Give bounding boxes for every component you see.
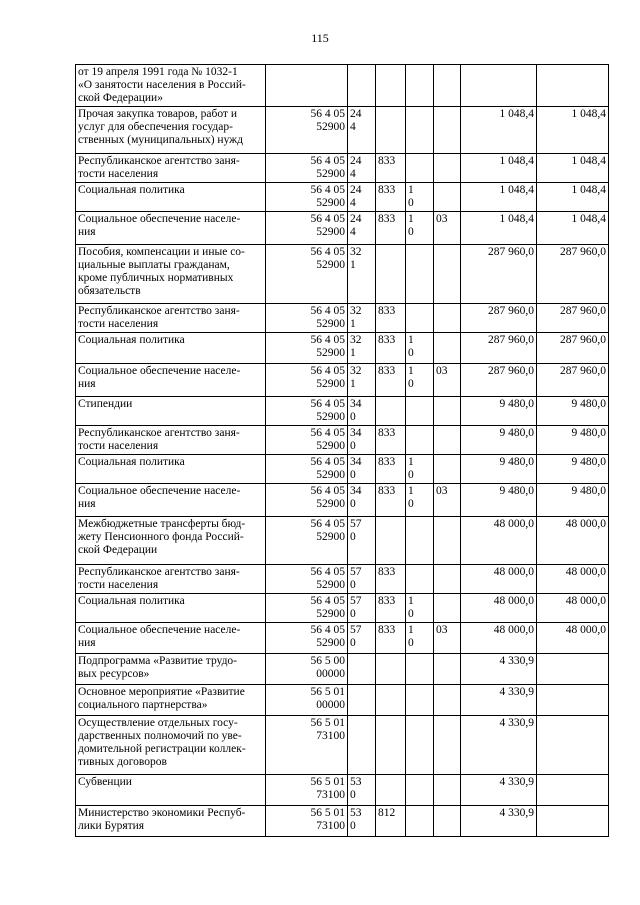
cell-sum1: 48 000,0 [461,565,537,594]
cell-kvr: 32 1 [348,364,376,397]
cell-code: 56 4 05 52900 [266,397,348,426]
table-row [76,455,609,484]
cell-rz [406,654,434,685]
cell-ved: 833 [376,183,406,212]
table-row [76,107,609,154]
cell-rz [406,716,434,775]
cell-rz: 1 0 [406,333,434,364]
cell-kvr [348,65,376,107]
cell-pr [434,654,461,685]
table-row [76,565,609,594]
page-number: 115 [311,31,329,45]
table-row [76,333,609,364]
cell-sum1 [461,65,537,107]
cell-pr [434,304,461,333]
cell-ved [376,775,406,806]
cell-name: Межбюджетные трансферты бюд- жету Пенсионного фонда Россий- ской Федерации [76,517,266,565]
cell-sum1: 4 330,9 [461,716,537,775]
cell-ved [376,65,406,107]
table-row [76,212,609,245]
cell-code: 56 4 05 52900 [266,154,348,183]
cell-rz [406,806,434,837]
cell-ved [376,685,406,716]
cell-name: Социальная политика [76,183,266,212]
cell-sum2: 1 048,4 [537,183,609,212]
cell-rz [406,775,434,806]
cell-kvr: 24 4 [348,212,376,245]
cell-pr [434,333,461,364]
cell-name: Пособия, компенсации и иные со- циальные выплаты гражданам, кроме публичных нормативных обязательств [76,245,266,304]
cell-code: 56 4 05 52900 [266,212,348,245]
table-row [76,775,609,806]
cell-sum1: 1 048,4 [461,183,537,212]
cell-sum1: 4 330,9 [461,654,537,685]
cell-sum1: 1 048,4 [461,107,537,154]
cell-code: 56 4 05 52900 [266,594,348,623]
cell-pr [434,685,461,716]
cell-sum2: 9 480,0 [537,426,609,455]
cell-code: 56 5 01 00000 [266,685,348,716]
cell-code: 56 4 05 52900 [266,565,348,594]
cell-ved: 833 [376,212,406,245]
cell-pr [434,183,461,212]
cell-sum2: 9 480,0 [537,397,609,426]
cell-code: 56 4 05 52900 [266,333,348,364]
cell-sum2: 287 960,0 [537,333,609,364]
cell-name: Республиканское агентство заня- тости населения [76,304,266,333]
cell-kvr: 57 0 [348,565,376,594]
cell-sum1: 9 480,0 [461,484,537,517]
cell-name: Социальное обеспечение населе- ния [76,212,266,245]
cell-ved [376,397,406,426]
table-row [76,594,609,623]
table-row [76,484,609,517]
cell-name: Социальное обеспечение населе- ния [76,623,266,654]
cell-sum2 [537,654,609,685]
cell-rz [406,304,434,333]
cell-code: 56 4 05 52900 [266,364,348,397]
cell-sum1: 48 000,0 [461,517,537,565]
table-row [76,245,609,304]
cell-code: 56 4 05 52900 [266,484,348,517]
cell-sum2 [537,716,609,775]
cell-pr [434,775,461,806]
table-row [76,154,609,183]
cell-sum2 [537,65,609,107]
cell-sum1: 4 330,9 [461,806,537,837]
cell-name: Социальное обеспечение населе- ния [76,484,266,517]
cell-name: Подпрограмма «Развитие трудо- вых ресурсов» [76,654,266,685]
table-row [76,364,609,397]
cell-kvr [348,654,376,685]
cell-pr [434,65,461,107]
cell-sum1: 287 960,0 [461,304,537,333]
cell-sum1: 48 000,0 [461,623,537,654]
cell-pr [434,594,461,623]
table-row [76,65,609,107]
cell-rz [406,245,434,304]
cell-pr [434,426,461,455]
cell-rz: 1 0 [406,364,434,397]
cell-sum2: 48 000,0 [537,565,609,594]
cell-name: Прочая закупка товаров, работ и услуг для обеспечения государ- ственных (муниципальных) нужд [76,107,266,154]
cell-pr [434,517,461,565]
cell-ved [376,654,406,685]
cell-pr [434,806,461,837]
table-row [76,183,609,212]
cell-pr [434,397,461,426]
cell-ved [376,107,406,154]
cell-ved: 833 [376,426,406,455]
cell-kvr: 32 1 [348,333,376,364]
cell-sum2 [537,775,609,806]
cell-pr [434,245,461,304]
cell-pr: 03 [434,364,461,397]
cell-sum1: 9 480,0 [461,426,537,455]
budget-table [75,64,609,837]
cell-ved: 833 [376,594,406,623]
cell-kvr: 57 0 [348,623,376,654]
cell-rz [406,65,434,107]
cell-code: 56 4 05 52900 [266,426,348,455]
cell-sum2 [537,685,609,716]
cell-kvr: 24 4 [348,107,376,154]
cell-kvr: 34 0 [348,426,376,455]
cell-code: 56 5 01 73100 [266,806,348,837]
cell-rz: 1 0 [406,484,434,517]
cell-code: 56 5 01 73100 [266,775,348,806]
cell-kvr: 34 0 [348,455,376,484]
cell-rz [406,426,434,455]
cell-sum1: 4 330,9 [461,775,537,806]
cell-ved [376,245,406,304]
cell-sum2: 1 048,4 [537,212,609,245]
cell-kvr: 32 1 [348,245,376,304]
cell-rz: 1 0 [406,623,434,654]
cell-sum2: 287 960,0 [537,364,609,397]
cell-kvr: 57 0 [348,517,376,565]
cell-rz [406,107,434,154]
cell-rz [406,565,434,594]
cell-rz: 1 0 [406,212,434,245]
cell-code: 56 4 05 52900 [266,455,348,484]
cell-ved: 833 [376,623,406,654]
cell-kvr: 32 1 [348,304,376,333]
cell-name: Республиканское агентство заня- тости населения [76,565,266,594]
cell-sum2: 287 960,0 [537,245,609,304]
cell-ved: 833 [376,154,406,183]
cell-sum2: 48 000,0 [537,623,609,654]
cell-name: Республиканское агентство заня- тости населения [76,426,266,455]
cell-kvr: 34 0 [348,397,376,426]
cell-code: 56 4 05 52900 [266,107,348,154]
cell-sum1: 287 960,0 [461,333,537,364]
cell-pr [434,455,461,484]
cell-sum2: 9 480,0 [537,455,609,484]
table-row [76,304,609,333]
cell-code: 56 4 05 52900 [266,304,348,333]
cell-rz: 1 0 [406,455,434,484]
table-row [76,397,609,426]
cell-ved: 812 [376,806,406,837]
cell-name: Республиканское агентство заня- тости населения [76,154,266,183]
cell-sum2: 48 000,0 [537,517,609,565]
cell-name: от 19 апреля 1991 года № 1032-1 «О занятости населения в Россий- ской Федерации» [76,65,266,107]
cell-sum1: 9 480,0 [461,455,537,484]
cell-ved: 833 [376,565,406,594]
cell-sum1: 9 480,0 [461,397,537,426]
cell-ved: 833 [376,455,406,484]
cell-pr [434,154,461,183]
cell-ved: 833 [376,484,406,517]
cell-rz [406,685,434,716]
cell-ved: 833 [376,304,406,333]
table-body [76,65,609,837]
cell-kvr [348,716,376,775]
cell-name: Субвенции [76,775,266,806]
cell-name: Основное мероприятие «Развитие социального партнерства» [76,685,266,716]
cell-sum1: 48 000,0 [461,594,537,623]
cell-kvr: 53 0 [348,806,376,837]
cell-ved [376,716,406,775]
cell-sum2: 48 000,0 [537,594,609,623]
cell-code: 56 5 01 73100 [266,716,348,775]
cell-name: Стипендии [76,397,266,426]
table-row [76,685,609,716]
cell-pr: 03 [434,484,461,517]
cell-kvr [348,685,376,716]
cell-sum2: 9 480,0 [537,484,609,517]
cell-code: 56 4 05 52900 [266,183,348,212]
table-row [76,517,609,565]
cell-sum1: 1 048,4 [461,212,537,245]
cell-name: Социальная политика [76,594,266,623]
table-row [76,716,609,775]
cell-name: Социальная политика [76,333,266,364]
cell-kvr: 53 0 [348,775,376,806]
cell-kvr: 24 4 [348,183,376,212]
cell-code: 56 4 05 52900 [266,517,348,565]
cell-kvr: 24 4 [348,154,376,183]
table-row [76,426,609,455]
cell-rz: 1 0 [406,183,434,212]
cell-code: 56 4 05 52900 [266,245,348,304]
cell-sum1: 1 048,4 [461,154,537,183]
cell-sum2: 1 048,4 [537,107,609,154]
cell-pr: 03 [434,623,461,654]
cell-code: 56 5 00 00000 [266,654,348,685]
cell-ved [376,517,406,565]
table-row [76,654,609,685]
cell-rz [406,154,434,183]
cell-sum2: 287 960,0 [537,304,609,333]
table-row [76,623,609,654]
cell-name: Осуществление отдельных госу- дарственных полномочий по уве- домительной регистрации коллек- тивных договоров [76,716,266,775]
cell-pr [434,107,461,154]
cell-pr [434,716,461,775]
table-row [76,806,609,837]
cell-kvr: 34 0 [348,484,376,517]
cell-sum1: 287 960,0 [461,245,537,304]
cell-code: 56 4 05 52900 [266,623,348,654]
cell-code [266,65,348,107]
cell-rz [406,397,434,426]
cell-name: Социальная политика [76,455,266,484]
cell-rz [406,517,434,565]
cell-rz: 1 0 [406,594,434,623]
cell-sum2 [537,806,609,837]
cell-ved: 833 [376,364,406,397]
cell-ved: 833 [376,333,406,364]
cell-kvr: 57 0 [348,594,376,623]
cell-sum2: 1 048,4 [537,154,609,183]
cell-pr [434,565,461,594]
cell-sum1: 287 960,0 [461,364,537,397]
cell-pr: 03 [434,212,461,245]
cell-name: Министерство экономики Респуб- лики Бурятия [76,806,266,837]
cell-name: Социальное обеспечение населе- ния [76,364,266,397]
cell-sum1: 4 330,9 [461,685,537,716]
